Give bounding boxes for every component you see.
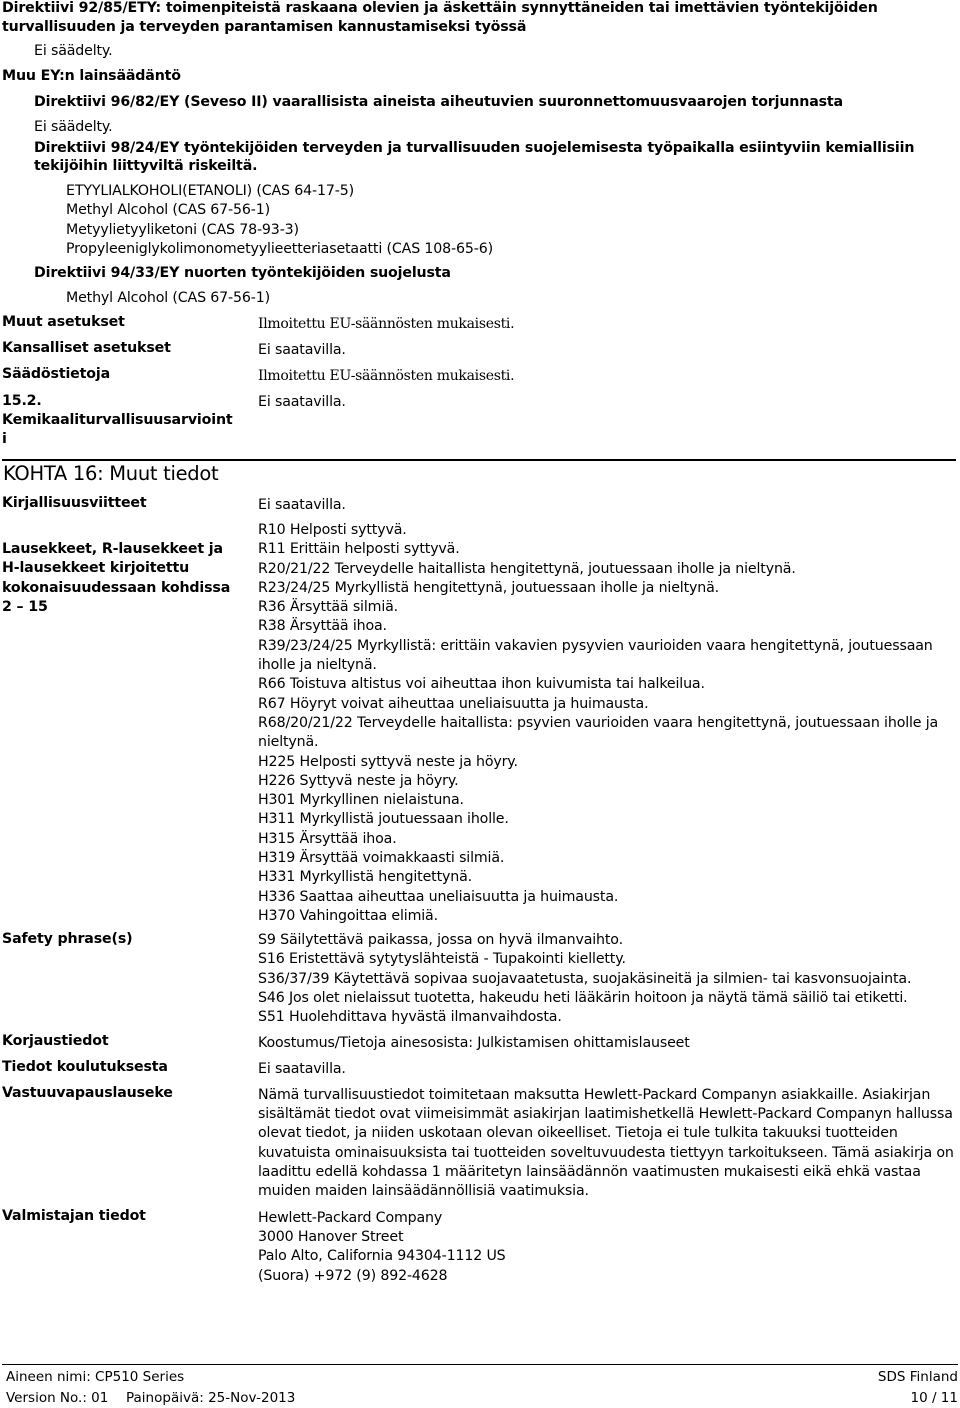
substance-item: Methyl Alcohol (CAS 67-56-1) bbox=[66, 202, 270, 219]
phrase-item: iholle ja nieltynä. bbox=[258, 657, 377, 674]
phrase-item: R67 Höyryt voivat aiheuttaa uneliaisuutta ja huimausta. bbox=[258, 695, 649, 712]
safety-phrase-item: S36/37/39 Käytettävä sopivaa suojavaatetusta, suojakäsineitä ja silmien- tai kasvonsuojainta. bbox=[258, 970, 912, 987]
disclaimer-text bbox=[258, 1086, 954, 1201]
directive-94-33-heading: Direktiivi 94/33/EY nuorten työntekijöiden suojelusta bbox=[34, 265, 451, 281]
phrase-item: R10 Helposti syttyvä. bbox=[258, 522, 407, 538]
training-info-value: Ei saatavilla. bbox=[258, 1061, 346, 1077]
references-value: Ei saatavilla. bbox=[258, 497, 346, 513]
substance-item: ETYYLIALKOHOLI(ETANOLI) (CAS 64-17-5) bbox=[66, 183, 354, 199]
manufacturer-street: 3000 Hanover Street bbox=[258, 1229, 404, 1246]
chemical-safety-assessment-value: Ei saatavilla. bbox=[258, 394, 346, 410]
disclaimer-line: olevat tiedot, ja niiden uskotaan olevan oikeelliset. Tietoja ei tule tulkita takuuksi tuotteiden bbox=[258, 1125, 898, 1142]
phrase-item: R38 Ärsyttää ihoa. bbox=[258, 618, 387, 635]
regulatory-info-value: Ilmoitettu EU-säännösten mukaisesti. bbox=[258, 368, 515, 384]
manufacturer-city: Palo Alto, California 94304-1112 US bbox=[258, 1248, 506, 1265]
phrase-item: H226 Syttyvä neste ja höyry. bbox=[258, 772, 459, 789]
safety-phrase-item: S51 Huolehdittava hyvästä ilmanvaihdosta. bbox=[258, 1009, 562, 1026]
phrase-item: nieltynä. bbox=[258, 734, 319, 751]
chemical-safety-assessment-label: Kemikaaliturvallisuusarvioint bbox=[2, 412, 233, 428]
section-16-title: KOHTA 16: Muut tiedot bbox=[3, 462, 219, 485]
phrase-item: H319 Ärsyttää voimakkaasti silmiä. bbox=[258, 850, 505, 867]
phrase-item: H225 Helposti syttyvä neste ja höyry. bbox=[258, 753, 518, 770]
seveso-directive-value: Ei säädelty. bbox=[34, 119, 113, 135]
training-info-label: Tiedot koulutuksesta bbox=[2, 1059, 168, 1075]
phrase-item: H315 Ärsyttää ihoa. bbox=[258, 830, 397, 847]
safety-phrases-label: Safety phrase(s) bbox=[2, 931, 133, 947]
disclaimer-line: sisältämät tiedot ovat viimeisimmät asiakirjan laatimishetkellä Hewlett-Packard Companyn hallussa bbox=[258, 1106, 953, 1123]
footer-version: Version No.: 01 bbox=[6, 1390, 109, 1406]
risk-hazard-phrases-list bbox=[258, 521, 938, 926]
other-eu-legislation-heading: Muu EY:n lainsäädäntö bbox=[2, 68, 181, 84]
directive-94-33-substance: Methyl Alcohol (CAS 67-56-1) bbox=[66, 290, 270, 306]
safety-phrase-item: S9 Säilytettävä paikassa, jossa on hyvä ilmanvaihto. bbox=[258, 932, 623, 948]
phrases-label-line: 2 – 15 bbox=[2, 598, 48, 615]
safety-phrase-item: S16 Eristettävä sytytyslähteistä - Tupakointi kielletty. bbox=[258, 951, 626, 968]
phrase-item: H336 Saattaa aiheuttaa uneliaisuutta ja huimausta. bbox=[258, 888, 619, 905]
footer-divider bbox=[2, 1364, 958, 1365]
directive-98-24-heading-line2: tekijöihin liittyviltä riskeiltä. bbox=[34, 158, 258, 174]
other-regulations-value: Ilmoitettu EU-säännösten mukaisesti. bbox=[258, 316, 515, 332]
national-regulations-value: Ei saatavilla. bbox=[258, 342, 346, 358]
phrase-item: R20/21/22 Terveydelle haitallista hengitettynä, joutuessaan iholle ja nieltynä. bbox=[258, 560, 796, 577]
national-regulations-label: Kansalliset asetukset bbox=[2, 340, 171, 356]
phrases-label-line: kokonaisuudessaan kohdissa bbox=[2, 579, 231, 596]
phrase-item: R11 Erittäin helposti syttyvä. bbox=[258, 541, 460, 558]
manufacturer-info-label: Valmistajan tiedot bbox=[2, 1208, 146, 1224]
phrase-item: R39/23/24/25 Myrkyllistä: erittäin vakavien pysyvien vaurioiden vaara hengitettynä, joutuessaan bbox=[258, 637, 933, 654]
phrases-label-line: H-lausekkeet kirjoitettu bbox=[2, 560, 190, 577]
directive-92-85-heading-line2: turvallisuuden ja terveyden parantamisen kannustamiseksi työssä bbox=[2, 19, 527, 35]
disclaimer-line: kuvatuista ominaisuuksista tai tuotteiden soveltuvuudesta tiettyyn tarkoitukseen. Tämä asiakirja on bbox=[258, 1144, 954, 1161]
phrase-item: R66 Toistuva altistus voi aiheuttaa ihon kuivumista tai halkeilua. bbox=[258, 676, 705, 693]
seveso-directive-heading: Direktiivi 96/82/EY (Seveso II) vaarallisista aineista aiheutuvien suuronnettomuusvaarojen torjunnasta bbox=[34, 94, 843, 110]
directive-98-24-heading-line1: Direktiivi 98/24/EY työntekijöiden terveyden ja turvallisuuden suojelemisesta työpaikalla esiintyviin kemiallisiin bbox=[34, 140, 915, 156]
safety-phrases-list bbox=[258, 931, 911, 1027]
footer-sds-region: SDS Finland bbox=[877, 1369, 958, 1385]
safety-phrase-item: S46 Jos olet nielaissut tuotetta, hakeudu heti lääkärin hoitoon ja näytä tämä säiliö tai etiketti. bbox=[258, 989, 908, 1006]
disclaimer-label: Vastuuvapauslauseke bbox=[2, 1085, 173, 1101]
substance-item: Propyleeniglykolimonometyylieetteriasetaatti (CAS 108-65-6) bbox=[66, 240, 493, 257]
phrases-label-line: Lausekkeet, R-lausekkeet ja bbox=[2, 541, 223, 557]
phrases-label bbox=[2, 540, 230, 617]
disclaimer-line: Nämä turvallisuustiedot toimitetaan maksutta Hewlett-Packard Companyn asiakkaille. Asiakirjan bbox=[258, 1087, 931, 1103]
revision-info-label: Korjaustiedot bbox=[2, 1033, 109, 1049]
phrase-item: R68/20/21/22 Terveydelle haitallista: psyvien vaurioiden vaara hengitettynä, joutuessaan iholle ja bbox=[258, 714, 939, 731]
phrase-item: H311 Myrkyllistä joutuessaan iholle. bbox=[258, 811, 509, 828]
manufacturer-address bbox=[258, 1209, 506, 1286]
phrase-item: R23/24/25 Myrkyllistä hengitettynä, joutuessaan iholle ja nieltynä. bbox=[258, 579, 719, 596]
disclaimer-line: laadittu edellä kohdassa 1 määritetyn lainsäädännön vaatimusten mukaisesti eikä ehkä vastaa bbox=[258, 1163, 921, 1180]
regulatory-info-label: Säädöstietoja bbox=[2, 366, 110, 382]
phrase-item: H331 Myrkyllistä hengitettynä. bbox=[258, 869, 472, 886]
directive-92-85-value: Ei säädelty. bbox=[34, 43, 113, 59]
manufacturer-phone: (Suora) +972 (9) 892-4628 bbox=[258, 1267, 448, 1284]
phrase-item: R36 Ärsyttää silmiä. bbox=[258, 599, 399, 616]
footer-print-date: Painopäivä: 25-Nov-2013 bbox=[126, 1390, 296, 1406]
directive-92-85-heading-line1: Direktiivi 92/85/ETY: toimenpiteistä raskaana olevien ja äskettäin synnyttäneiden tai imettävien työntekijöiden bbox=[2, 0, 878, 16]
chemical-safety-assessment-number: 15.2. bbox=[2, 393, 42, 409]
revision-info-value: Koostumus/Tietoja ainesosista: Julkistamisen ohittamislauseet bbox=[258, 1035, 690, 1051]
phrase-item: H370 Vahingoittaa elimiä. bbox=[258, 907, 438, 924]
other-regulations-label: Muut asetukset bbox=[2, 314, 125, 330]
chemical-safety-assessment-label-wrap: i bbox=[2, 431, 7, 447]
references-label: Kirjallisuusviitteet bbox=[2, 495, 147, 511]
disclaimer-line: muiden maiden lainsäädännöllisiä vaatimuksia. bbox=[258, 1182, 589, 1199]
footer-product-name: Aineen nimi: CP510 Series bbox=[6, 1369, 185, 1385]
footer-page-number: 10 / 11 bbox=[910, 1390, 958, 1406]
section-divider bbox=[2, 459, 956, 461]
phrase-item: H301 Myrkyllinen nielaistuna. bbox=[258, 792, 464, 809]
substance-item: Metyylietyyliketoni (CAS 78-93-3) bbox=[66, 221, 299, 238]
directive-98-24-substance-list bbox=[66, 182, 493, 259]
manufacturer-name: Hewlett-Packard Company bbox=[258, 1210, 443, 1226]
